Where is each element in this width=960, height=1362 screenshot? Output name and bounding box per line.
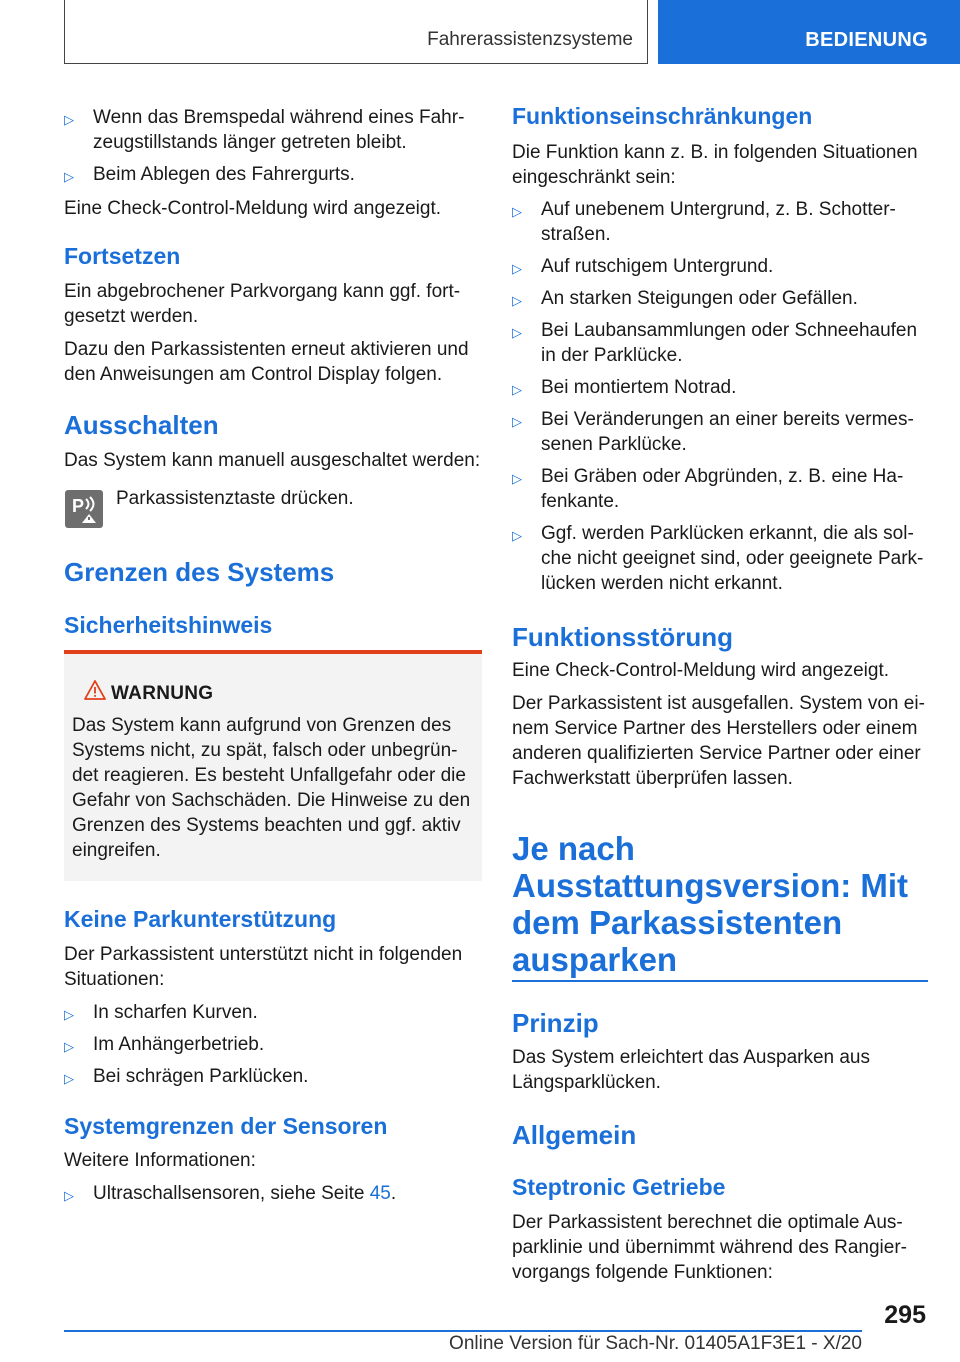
bullet-triangle-icon: ▷	[512, 325, 522, 340]
heading-allgemein: Allgemein	[512, 1120, 637, 1150]
heading-steptronic: Steptronic Getriebe	[512, 1174, 726, 1200]
bullet-triangle-icon: ▷	[512, 293, 522, 308]
park-assist-button-icon	[65, 490, 103, 528]
fortsetzen-paragraph-2: Dazu den Parkassistenten erneut aktivieren und den Anweisungen am Control Display folgen.	[64, 339, 469, 385]
bullet-triangle-icon: ▷	[512, 471, 522, 486]
footer-divider	[64, 1330, 862, 1332]
stoerung-paragraph-2: Der Parkassistent ist ausgefallen. System von ei-nem Service Partner des Herstellers oder einem anderen qualifizierten Service Partner oder einer Fachwerkstatt überprüfen lassen.	[512, 693, 925, 789]
heading-keine-parkunterstuetzung: Keine Parkunterstützung	[64, 906, 337, 932]
warning-text: Das System kann aufgrund von Grenzen des Systems nicht, zu spät, falsch oder unbegrün-det reagieren. Es besteht Unfallgefahr oder die Gefahr von Sachschäden. Die Hinweise zu den Grenzen des Systems beachten und ggf. aktiv eingreifen.	[72, 715, 471, 861]
warning-triangle-icon	[84, 680, 106, 700]
bullet-triangle-icon: ▷	[64, 1007, 74, 1022]
page-number: 295	[884, 1301, 926, 1329]
heading-fortsetzen: Fortsetzen	[64, 243, 181, 269]
heading-systemgrenzen-sensoren: Systemgrenzen der Sensoren	[64, 1113, 388, 1139]
header-section-tab	[64, 0, 648, 64]
sensoren-paragraph: Weitere Informationen:	[64, 1150, 256, 1171]
bullet-triangle-icon: ▷	[512, 528, 522, 543]
bullet-triangle-icon: ▷	[64, 1039, 74, 1054]
heading-sicherheitshinweis: Sicherheitshinweis	[64, 612, 273, 638]
ausschalten-instruction: Parkassistenztaste drücken.	[116, 488, 354, 509]
footer-text: Online Version für Sach-Nr. 01405A1F3E1 - X/20	[449, 1333, 862, 1354]
prinzip-paragraph: Das System erleichtert das Ausparken aus Längsparklücken.	[512, 1047, 871, 1093]
heading-grenzen: Grenzen des Systems	[64, 557, 335, 587]
warning-box	[64, 650, 482, 881]
bullet-triangle-icon: ▷	[512, 261, 522, 276]
bullet-triangle-icon: ▷	[64, 112, 74, 127]
keine-paragraph: Der Parkassistent unterstützt nicht in folgenden Situationen:	[64, 944, 463, 990]
bullet-triangle-icon: ▷	[512, 414, 522, 429]
heading-prinzip: Prinzip	[512, 1008, 599, 1038]
stoerung-paragraph-1: Eine Check-Control-Meldung wird angezeigt.	[512, 660, 890, 681]
header-chapter-title: BEDIENUNG	[805, 29, 928, 51]
ausschalten-paragraph: Das System kann manuell ausgeschaltet werden:	[64, 450, 481, 471]
warning-title: WARNUNG	[111, 683, 214, 704]
heading-ausschalten: Ausschalten	[64, 410, 219, 440]
header-chapter-tab	[658, 0, 960, 64]
bullet-triangle-icon: ▷	[64, 1071, 74, 1086]
einschraenkungen-paragraph: Die Funktion kann z. B. in folgenden Situationen eingeschränkt sein:	[512, 142, 918, 188]
check-control-note: Eine Check-Control-Meldung wird angezeigt.	[64, 198, 442, 219]
page-reference-link[interactable]: 45	[369, 1183, 391, 1204]
steptronic-paragraph: Der Parkassistent berechnet die optimale Aus-parklinie und übernimmt während des Rangier-vorgangs folgende Funktionen:	[512, 1212, 907, 1283]
heading-funktionseinschraenkungen: Funktionseinschränkungen	[512, 103, 813, 129]
bullet-triangle-icon: ▷	[512, 204, 522, 219]
header-section-title: Fahrerassistenzsysteme	[427, 29, 633, 50]
bullet-triangle-icon: ▷	[64, 169, 74, 184]
heading-funktionsstoerung: Funktionsstörung	[512, 622, 733, 652]
heading-ausparken: Je nach Ausstattungsversion: Mit dem Parkassistenten ausparken	[512, 830, 909, 978]
fortsetzen-paragraph-1: Ein abgebrochener Parkvorgang kann ggf. fort-gesetzt werden.	[64, 281, 461, 327]
bullet-triangle-icon: ▷	[64, 1188, 74, 1203]
svg-text:P: P	[72, 496, 85, 516]
section-divider	[512, 980, 928, 982]
bullet-triangle-icon: ▷	[512, 382, 522, 397]
